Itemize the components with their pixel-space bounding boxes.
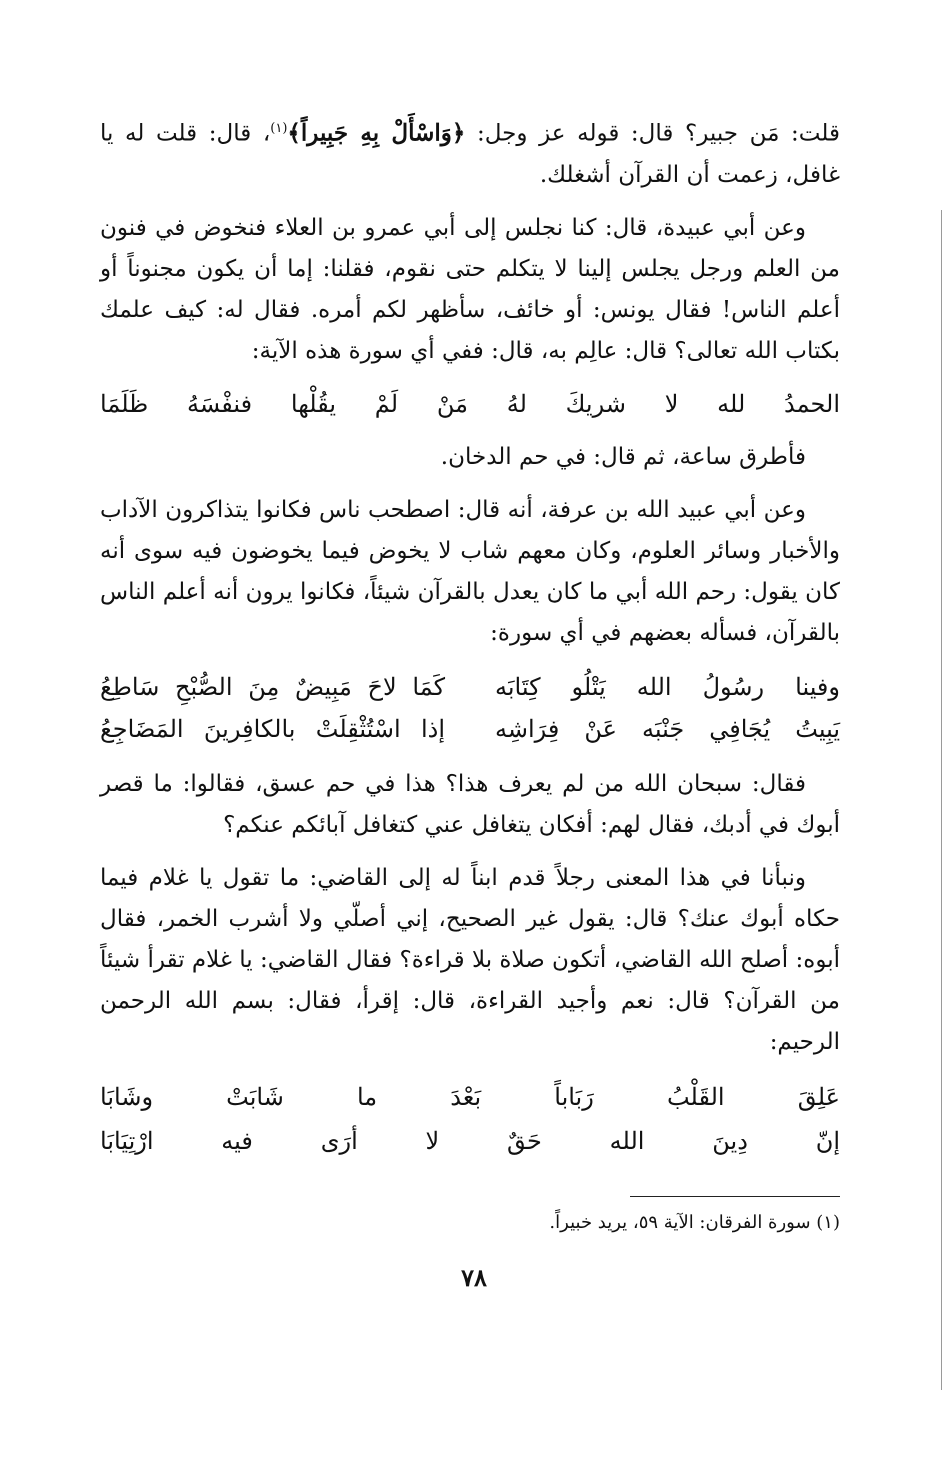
poem-line-1 <box>100 1075 840 1119</box>
poem-verses-2 <box>100 666 840 750</box>
paragraph-1-part2: ، قال: قلت له يا غافل، زعمت أن القرآن أشغلك. <box>100 120 840 188</box>
paragraph-5: فقال: سبحان الله من لم يعرف هذا؟ هذا في حم عسق، فقالوا: ما قصر أبوك في أدبك، فقال لهم: أفكان يتغافل عني كتغافل آبائكم عنكم؟ <box>100 770 840 838</box>
verse-second-hemistich: كَمَا لاحَ مَبِيضٌ مِنَ الصُّبْحِ سَاطِعُ <box>100 672 445 701</box>
paragraph-2: وعن أبي عبيدة، قال: كنا نجلس إلى أبي عمرو بن العلاء فنخوض في فنون من العلم ورجل يجلس إلينا لا يتكلم حتى نقوم، فقلنا: إما أن يكون مجنوناً أو أعلم الناس! فقال يونس: أو خائف، سأظهر لكم أمره. فقال له: كيف علمك بكتاب الله تعالى؟ قال: عالِم به، قال: ففي أي سورة هذه الآية: <box>100 214 840 364</box>
verse-first-hemistich: يَبِيتُ يُجَافِي جَنْبَه عَنْ فِرَاشِه <box>495 714 840 743</box>
paragraph-6: ونبأنا في هذا المعنى رجلاً قدم ابناً له إلى القاضي: ما تقول يا غلام فيما حكاه أبوك عنك؟ قال: يقول غير الصحيح، إني أصلّي ولا أشرب الخمر، فقال أبوه: أصلح الله القاضي، أتكون صلاة بلا قراءة؟ فقال القاضي: يا غلام تقرأ شيئاً من القرآن؟ قال: نعم وأجيد القراءة، قال: إقرأ، فقال: بسم الله الرحمن الرحيم: <box>100 864 840 1055</box>
poem-word: فيه <box>221 1126 253 1155</box>
verse-second-hemistich: إذا اسْتُثْقِلَتْ بالكافِرينَ المَضَاجِعُ <box>100 714 445 743</box>
poem-word: عَلِقَ <box>797 1082 840 1111</box>
poem-word: القَلْبُ <box>666 1082 725 1111</box>
paragraph-1 <box>100 108 840 196</box>
footnote-mark: (١) <box>270 121 288 136</box>
quran-verse: ﴿وَاسْأَلْ بِهِ جَبِيراً﴾ <box>287 119 466 147</box>
page-number: ٧٨ <box>461 1263 487 1292</box>
poem-word: أرَى <box>320 1126 358 1155</box>
poem-word: شَابَتْ <box>226 1082 284 1111</box>
poem-word: دِينَ <box>712 1126 748 1155</box>
poem-word: وشَابَا <box>100 1082 154 1111</box>
poem-word: رَبَاباً <box>554 1082 594 1111</box>
scan-edge-line <box>941 210 942 1390</box>
paragraph-3: فأطرق ساعة، ثم قال: في حم الدخان. <box>440 443 806 470</box>
poem-verses-3 <box>100 1075 840 1163</box>
poem-word: إنّ <box>815 1126 840 1155</box>
poem-line-2 <box>100 1119 840 1163</box>
page-body <box>100 108 840 1163</box>
poem-word: الله <box>609 1126 645 1155</box>
poem-word: حَقٌ <box>507 1126 542 1155</box>
footnote: (١) سورة الفرقان: الآية ٥٩، يريد خبيراً. <box>549 1212 840 1233</box>
footnote-divider <box>630 1196 840 1197</box>
poem-word: بَعْدَ <box>450 1082 482 1111</box>
verse-first-hemistich: وفينا رسُولُ الله يَتْلُو كِتَابَه <box>495 672 840 701</box>
verse-line-1: الحمدُ لله لا شريكَ لهُ مَنْ لَمْ يقُلْها فنفْسَهُ ظَلَمَا <box>100 389 840 418</box>
poem-word: ما <box>356 1082 378 1111</box>
poem-word: ارْتِيَابَا <box>100 1126 154 1155</box>
verse-row <box>100 708 840 750</box>
paragraph-4: وعن أبي عبيد الله بن عرفة، أنه قال: اصطحب ناس فكانوا يتذاكرون الآداب والأخبار وسائر العلوم، وكان معهم شاب لا يخوض فيما يخوضون فيه سوى أنه كان يقول: رحم الله أبي ما كان يعدل بالقرآن شيئاً، فكانوا يرون أنه أعلم الناس بالقرآن، فسأله بعضهم في أي سورة: <box>100 496 840 646</box>
poem-word: لا <box>425 1126 440 1155</box>
verse-row <box>100 666 840 708</box>
paragraph-1-part1: قلت: مَن جبير؟ قال: قوله عز وجل: <box>465 120 840 147</box>
